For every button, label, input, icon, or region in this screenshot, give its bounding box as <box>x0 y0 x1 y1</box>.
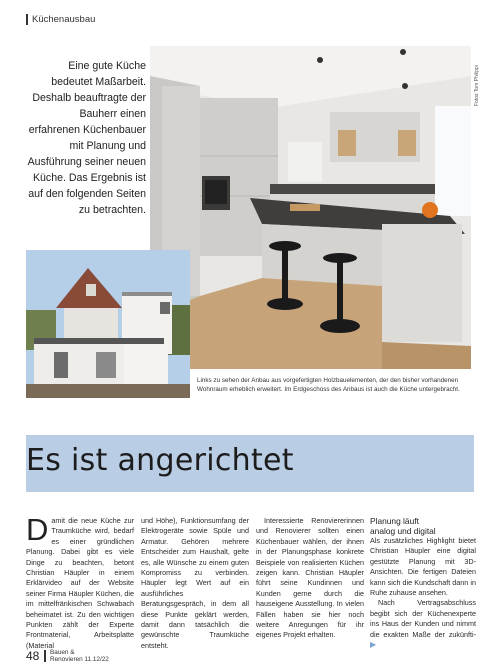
magazine-name <box>50 649 109 663</box>
body-text-1: amit die neue Küche zur Traumküche wird, bedarf es einer gründlichen Planung. Dabei gibt es viele Dinge zu beachten, betont Christian Häupler in einem Erklärvideo auf der Website seiner Firma Häupler Küchen, die im mittelfränkischen Schwabach beheimatet ist. Zu den wichtigen Punkten zählt der Experte Frontmaterial, Arbeitsplatte (Material <box>26 516 134 650</box>
title-band <box>26 435 474 492</box>
body-column-1 <box>26 512 134 651</box>
body-column-4 <box>370 516 476 650</box>
article-title: Es ist angerichtet <box>26 443 294 478</box>
photo-caption: Links zu sehen der Anbau aus vorgefertigten Holzbauelementen, der den bisher vorhandenen Wohnraum erheblich erweitert. Im Erdgeschoss des Anbaus ist auch die Küche untergebracht. <box>197 377 460 393</box>
body-column-2 <box>141 516 249 651</box>
footer-divider <box>44 650 46 662</box>
photo-credit <box>474 46 486 106</box>
body-column-3 <box>256 516 364 641</box>
continue-arrow-icon: ▶ <box>370 640 377 650</box>
body-text-3: Interessierte Renoviererinnen und Renovierer sollten einen Küchenbauer wählen, der ihnen in der Planungsphase konkrete Beispiele von realisierten Küchen zeigen kann. Christian Häupler führt seine Kundinnen und Kunden gerne durch die hauseigene Ausstellung. In vielen Fällen haben sie hier noch weitere Anregungen für ihr eigenes Projekt erhalten. <box>256 516 364 640</box>
page-number: 48 <box>26 649 40 663</box>
subhead-line-1: Planung läuft <box>370 516 419 526</box>
body-text-4a: Als zusätzliches Highlight bietet Christian Häupler eine digital gestützte Planung mit 3D-Ansichten. Die fertigen Dateien kann sich die Kundschaft dann in Ruhe zuhause ansehen. <box>370 536 476 598</box>
section-label: Küchenausbau <box>26 14 95 25</box>
subhead-line-2: analog und digital <box>370 526 436 536</box>
house-photo <box>26 250 190 398</box>
magazine-name-line-1: Bauen & <box>50 649 75 656</box>
drop-cap: D <box>26 512 49 547</box>
body-text-4b: Nach Vertragsabschluss begibt sich der Küchenexperte ins Haus der Kunden und nimmt die exakten Maße der zukünfti- <box>370 598 476 639</box>
magazine-name-line-2: Renovieren 11.12/22 <box>50 656 109 663</box>
intro-text: Eine gute Küche bedeutet Maßarbeit. Deshalb beauftragte der Bauherr einen erfahrenen Küchenbauer mit Planung und Ausführung seiner neuen Küche. Das Ergebnis ist auf den folgenden Seiten zu betrachten. <box>27 60 146 216</box>
body-text-2: und Höhe), Funktionsumfang der Elektrogeräte sowie Spüle und Armatur. Gehören mehrere Entscheider zum Haushalt, gelte es, alle Wünsche zu einem guten Kompromiss zu verbinden. Häupler legt Wert auf ein ausführliches Beratungsgespräch, in dem all diese Punkte geklärt werden, damit dann tatsächlich die gewünschte Traumküche entsteht. <box>141 516 249 650</box>
kitchen-photo <box>150 46 471 369</box>
photo-credit-text: Fotos Tom Philippi <box>474 65 480 106</box>
